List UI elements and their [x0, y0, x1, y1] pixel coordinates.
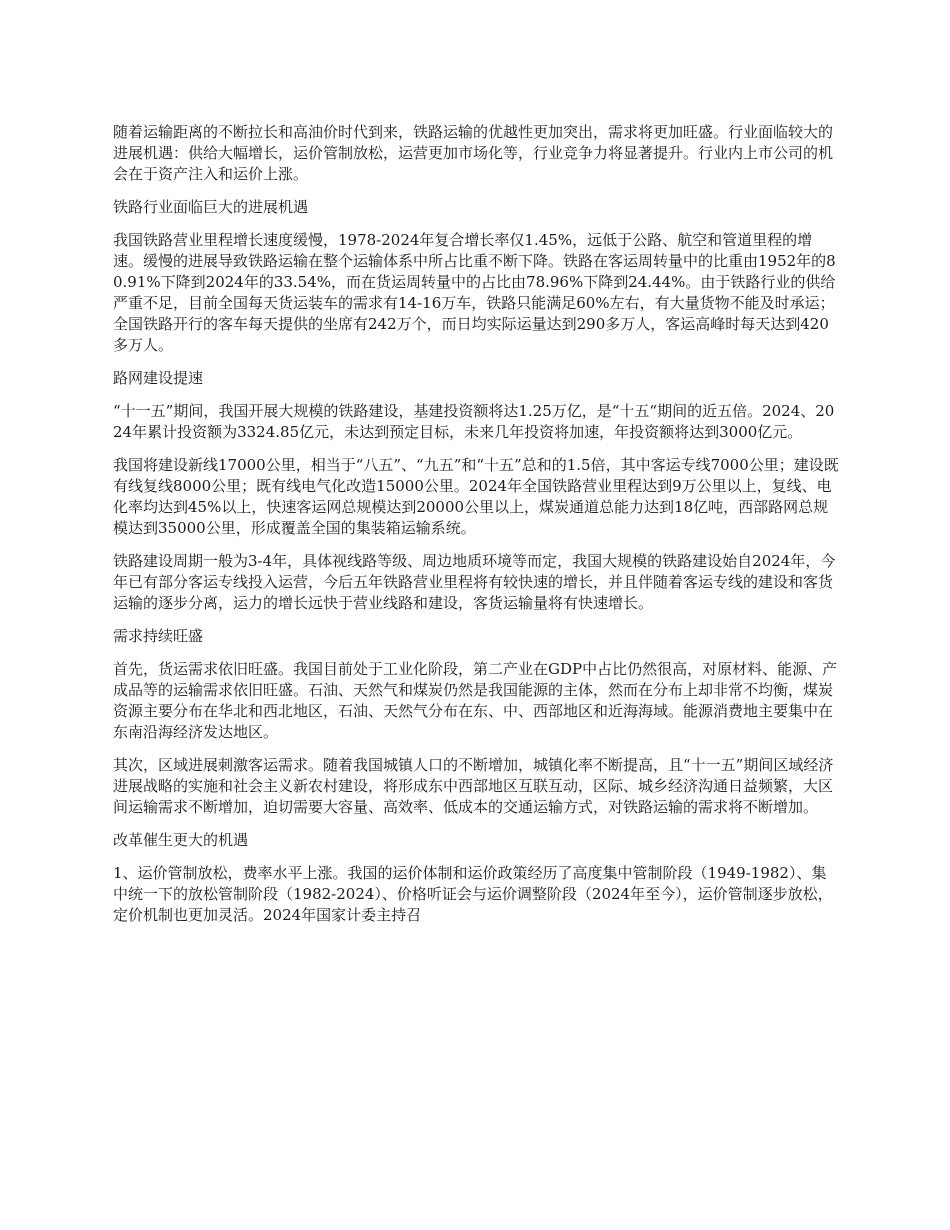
document-body — [113, 122, 840, 938]
paragraph-freight-demand: 首先，货运需求依旧旺盛。我国目前处于工业化阶段，第二产业在GDP中占比仍然很高，对原材料、能源、产成品等的运输需求依旧旺盛。石油、天然气和煤炭仍然是我国能源的主体，然而在分布上却非常不均衡，煤炭资源主要分布在华北和西北地区，石油、天然气分布在东、中、西部地区和近海海域。能源消费地主要集中在东南沿海经济发达地区。 — [113, 660, 838, 741]
intro-paragraph: 随着运输距离的不断拉长和高油价时代到来，铁路运输的优越性更加突出，需求将更加旺盛。行业面临较大的进展机遇：供给大幅增长，运价管制放松，运营更加市场化等，行业竞争力将显著提升。行业内上市公司的机会在于资产注入和运价上涨。 — [113, 123, 834, 183]
paragraph-investment: “十一五”期间，我国开展大规模的铁路建设，基建投资额将达1.25万亿，是“十五“期间的近五倍。2024、2024年累计投资额为3324.85亿元，未达到预定目标，未来几年投资将加速，年投资额将达到3000亿元。 — [113, 402, 835, 441]
paragraph-passenger-demand: 其次，区域进展刺激客运需求。随着我国城镇人口的不断增加，城镇化率不断提高，且“十一五”期间区域经济进展战略的实施和社会主义新农村建设，将形成东中西部地区互联互动，区际、城乡经济沟通日益频繁，大区间运输需求不断增加，迫切需要大容量、高效率、低成本的交通运输方式，对铁路运输的需求将不断增加。 — [113, 756, 834, 816]
section-heading-demand: 需求持续旺盛 — [113, 627, 204, 645]
section-heading-reform: 改革催生更大的机遇 — [113, 831, 249, 849]
paragraph-pricing-reform: 1、运价管制放松，费率水平上涨。我国的运价体制和运价政策经历了高度集中管制阶段（1949-1982）、集中统一下的放松管制阶段（1982-2024）、价格听证会与运价调整阶段（2024年至今），运价管制逐步放松，定价机制也更加灵活。2024年国家计委主持召 — [113, 864, 833, 924]
section-heading-network: 路网建设提速 — [113, 369, 204, 387]
paragraph-railway-growth: 我国铁路营业里程增长速度缓慢，1978-2024年复合增长率仅1.45%，远低于公路、航空和管道里程的增速。缓慢的进展导致铁路运输在整个运输体系中所占比重不断下降。铁路在客运周转量中的比重由1952年的80.91%下降到2024年的33.54%，而在货运周转量中的占比由78.96%下降到24.44%。由于铁路行业的供给严重不足，目前全国每天货运装车的需求有14-16万车，铁路只能满足60%左右，有大量货物不能及时承运；全国铁路开行的客车每天提供的坐席有242万个，而日均实际运量达到290多万人，客运高峰时每天达到420多万人。 — [113, 231, 836, 354]
paragraph-new-lines: 我国将建设新线17000公里，相当于“八五”、“九五”和“十五”总和的1.5倍，其中客运专线7000公里；建设既有线复线8000公里；既有线电气化改造15000公里。2024年全国铁路营业里程达到9万公里以上，复线、电化率均达到45%以上，快速客运网总规模达到20000公里以上，煤炭通道总能力达到18亿吨，西部路网总规模达到35000公里，形成覆盖全国的集装箱运输系统。 — [113, 456, 839, 537]
paragraph-construction-cycle: 铁路建设周期一般为3-4年，具体视线路等级、周边地质环境等而定，我国大规模的铁路建设始自2024年，今年已有部分客运专线投入运营，今后五年铁路营业里程将有较快速的增长，并且伴随着客运专线的建设和客货运输的逐步分离，运力的增长远快于营业线路和建设，客货运输量将有快速增长。 — [113, 552, 836, 612]
section-heading-opportunity: 铁路行业面临巨大的进展机遇 — [113, 198, 309, 216]
